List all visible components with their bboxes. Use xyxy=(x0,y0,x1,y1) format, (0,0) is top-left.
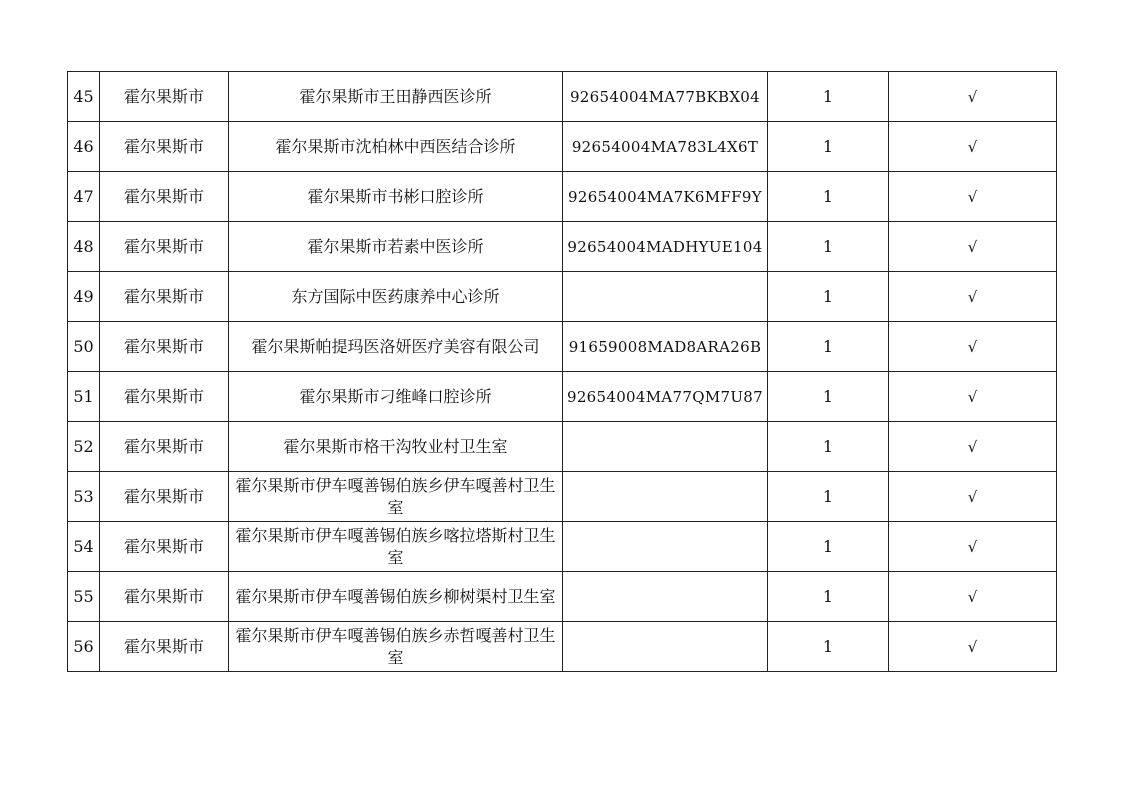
count-cell: 1 xyxy=(767,322,888,372)
institution-name-cell: 霍尔果斯市若素中医诊所 xyxy=(229,222,563,272)
count-cell: 1 xyxy=(767,572,888,622)
table-row xyxy=(68,72,1057,122)
institution-name-cell: 霍尔果斯市格干沟牧业村卫生室 xyxy=(229,422,563,472)
city-cell: 霍尔果斯市 xyxy=(100,472,229,522)
count-cell: 1 xyxy=(767,622,888,672)
count-cell: 1 xyxy=(767,472,888,522)
check-mark-cell: √ xyxy=(888,422,1056,472)
credit-code-cell xyxy=(563,422,768,472)
institution-name-cell: 霍尔果斯市伊车嘎善锡伯族乡伊车嘎善村卫生室 xyxy=(229,472,563,522)
city-cell: 霍尔果斯市 xyxy=(100,122,229,172)
city-cell: 霍尔果斯市 xyxy=(100,622,229,672)
check-mark-cell: √ xyxy=(888,522,1056,572)
count-cell: 1 xyxy=(767,422,888,472)
records-table-body xyxy=(68,72,1057,672)
credit-code-cell xyxy=(563,622,768,672)
city-cell: 霍尔果斯市 xyxy=(100,522,229,572)
count-cell: 1 xyxy=(767,72,888,122)
institution-name-cell: 霍尔果斯市书彬口腔诊所 xyxy=(229,172,563,222)
city-cell: 霍尔果斯市 xyxy=(100,72,229,122)
table-row xyxy=(68,422,1057,472)
institution-name-cell: 霍尔果斯市王田静西医诊所 xyxy=(229,72,563,122)
row-number-cell: 49 xyxy=(68,272,100,322)
row-number-cell: 47 xyxy=(68,172,100,222)
row-number-cell: 51 xyxy=(68,372,100,422)
count-cell: 1 xyxy=(767,172,888,222)
check-mark-cell: √ xyxy=(888,72,1056,122)
check-mark-cell: √ xyxy=(888,122,1056,172)
row-number-cell: 52 xyxy=(68,422,100,472)
count-cell: 1 xyxy=(767,122,888,172)
city-cell: 霍尔果斯市 xyxy=(100,372,229,422)
institution-name-cell: 霍尔果斯市刁维峰口腔诊所 xyxy=(229,372,563,422)
credit-code-cell: 92654004MADHYUE104 xyxy=(563,222,768,272)
table-row xyxy=(68,572,1057,622)
row-number-cell: 50 xyxy=(68,322,100,372)
check-mark-cell: √ xyxy=(888,372,1056,422)
institution-name-cell: 东方国际中医药康养中心诊所 xyxy=(229,272,563,322)
credit-code-cell xyxy=(563,522,768,572)
check-mark-cell: √ xyxy=(888,322,1056,372)
records-table xyxy=(67,71,1057,672)
credit-code-cell xyxy=(563,472,768,522)
row-number-cell: 48 xyxy=(68,222,100,272)
table-row xyxy=(68,122,1057,172)
row-number-cell: 56 xyxy=(68,622,100,672)
city-cell: 霍尔果斯市 xyxy=(100,322,229,372)
row-number-cell: 54 xyxy=(68,522,100,572)
institution-name-cell: 霍尔果斯帕提玛医洛妍医疗美容有限公司 xyxy=(229,322,563,372)
table-row xyxy=(68,372,1057,422)
row-number-cell: 45 xyxy=(68,72,100,122)
table-row xyxy=(68,172,1057,222)
row-number-cell: 55 xyxy=(68,572,100,622)
credit-code-cell: 91659008MAD8ARA26B xyxy=(563,322,768,372)
institution-name-cell: 霍尔果斯市沈柏林中西医结合诊所 xyxy=(229,122,563,172)
row-number-cell: 46 xyxy=(68,122,100,172)
row-number-cell: 53 xyxy=(68,472,100,522)
credit-code-cell xyxy=(563,572,768,622)
table-row xyxy=(68,522,1057,572)
check-mark-cell: √ xyxy=(888,472,1056,522)
city-cell: 霍尔果斯市 xyxy=(100,422,229,472)
check-mark-cell: √ xyxy=(888,272,1056,322)
table-row xyxy=(68,472,1057,522)
institution-name-cell: 霍尔果斯市伊车嘎善锡伯族乡赤哲嘎善村卫生室 xyxy=(229,622,563,672)
count-cell: 1 xyxy=(767,522,888,572)
institution-name-cell: 霍尔果斯市伊车嘎善锡伯族乡喀拉塔斯村卫生室 xyxy=(229,522,563,572)
city-cell: 霍尔果斯市 xyxy=(100,172,229,222)
check-mark-cell: √ xyxy=(888,572,1056,622)
city-cell: 霍尔果斯市 xyxy=(100,222,229,272)
count-cell: 1 xyxy=(767,272,888,322)
credit-code-cell xyxy=(563,272,768,322)
credit-code-cell: 92654004MA783L4X6T xyxy=(563,122,768,172)
city-cell: 霍尔果斯市 xyxy=(100,572,229,622)
table-row xyxy=(68,222,1057,272)
count-cell: 1 xyxy=(767,372,888,422)
check-mark-cell: √ xyxy=(888,172,1056,222)
table-row xyxy=(68,622,1057,672)
table-row xyxy=(68,272,1057,322)
credit-code-cell: 92654004MA7K6MFF9Y xyxy=(563,172,768,222)
credit-code-cell: 92654004MA77QM7U87 xyxy=(563,372,768,422)
check-mark-cell: √ xyxy=(888,222,1056,272)
city-cell: 霍尔果斯市 xyxy=(100,272,229,322)
check-mark-cell: √ xyxy=(888,622,1056,672)
count-cell: 1 xyxy=(767,222,888,272)
institution-name-cell: 霍尔果斯市伊车嘎善锡伯族乡柳树渠村卫生室 xyxy=(229,572,563,622)
credit-code-cell: 92654004MA77BKBX04 xyxy=(563,72,768,122)
table-row xyxy=(68,322,1057,372)
